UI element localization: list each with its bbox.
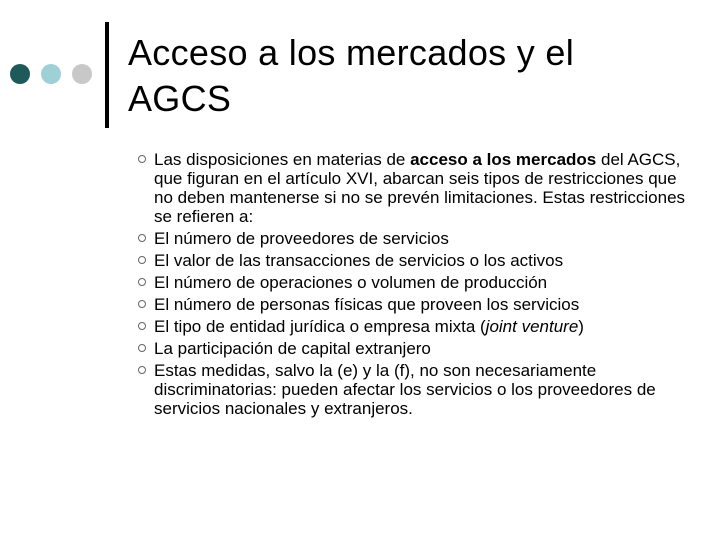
bullet-circle-icon (138, 322, 146, 330)
bullet-text-suffix: del AGCS, que figuran en el artículo XVI, abarcan seis tipos de restricciones que no deben mantenerse si no se prevén limitaciones. Estas restricciones se refieren a: (154, 150, 686, 226)
bullet-text-suffix: ) (578, 317, 584, 336)
bullet-list (138, 150, 698, 421)
bullet-text: La participación de capital extranjero (154, 339, 431, 358)
decorative-dots (10, 64, 94, 84)
dark-teal-dot-icon (10, 64, 30, 84)
bullet-text-bold: acceso a los mercados (410, 150, 597, 169)
bullet-item (138, 361, 698, 418)
slide-title-line-1: Acceso a los mercados y el (128, 32, 574, 73)
bullet-item (138, 339, 698, 358)
bullet-text-prefix: Las disposiciones en materias de (154, 150, 411, 169)
title-divider-bar (105, 22, 109, 128)
bullet-circle-icon (138, 344, 146, 352)
bullet-text: El número de proveedores de servicios (154, 229, 449, 248)
bullet-item (138, 317, 698, 336)
bullet-text-italic: joint venture (485, 317, 579, 336)
bullet-item (138, 251, 698, 270)
bullet-circle-icon (138, 278, 146, 286)
gray-dot-icon (72, 64, 92, 84)
slide-title-line-2: AGCS (128, 78, 232, 119)
bullet-item (138, 273, 698, 292)
bullet-text: Estas medidas, salvo la (e) y la (f), no son necesariamente discriminatorias: pueden afectar los servicios o los proveedores de servicios nacionales y extranjeros. (154, 361, 656, 418)
bullet-circle-icon (138, 234, 146, 242)
bullet-text: El número de personas físicas que proveen los servicios (154, 295, 580, 314)
bullet-circle-icon (138, 155, 146, 163)
bullet-circle-icon (138, 300, 146, 308)
bullet-circle-icon (138, 256, 146, 264)
light-teal-dot-icon (41, 64, 61, 84)
bullet-item (138, 229, 698, 248)
bullet-text: El número de operaciones o volumen de producción (154, 273, 548, 292)
bullet-text-prefix: El tipo de entidad jurídica o empresa mixta ( (154, 317, 486, 336)
slide-title (128, 30, 708, 122)
bullet-circle-icon (138, 366, 146, 374)
bullet-text: El valor de las transacciones de servicios o los activos (154, 251, 564, 270)
bullet-item (138, 295, 698, 314)
bullet-item (138, 150, 698, 226)
